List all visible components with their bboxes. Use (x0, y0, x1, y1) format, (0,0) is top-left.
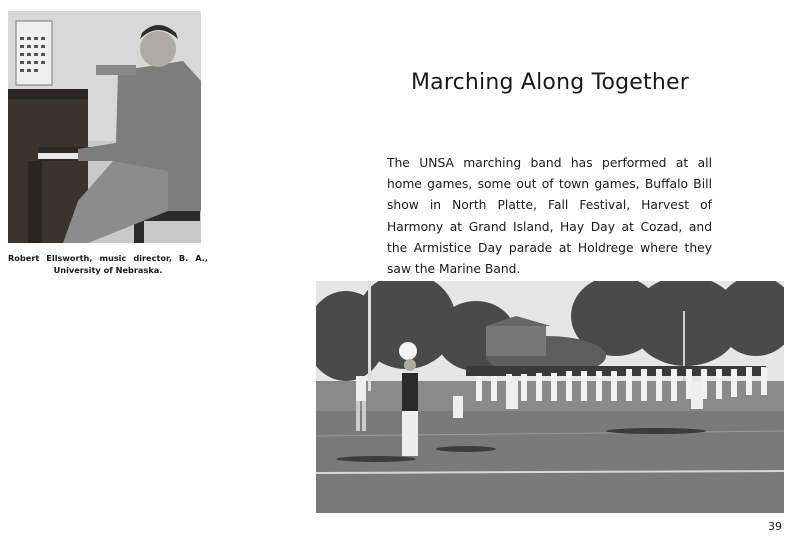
director-at-piano-photo (8, 11, 201, 243)
photo-caption: Robert Ellsworth, music director, B. A., University of Nebraska. (8, 253, 208, 275)
page-number: 39 (768, 520, 782, 533)
page-title: Marching Along Together (410, 70, 689, 95)
body-paragraph: The UNSA marching band has performed at all home games, some out of town games, Buffalo Bill show in North Platte, Fall Festival, Harvest of Harmony at Grand Island, Hay Day at Cozad, and the Armistice Day parade at Holdrege where they saw the Marine Band. (387, 156, 712, 277)
marching-band-photo (316, 281, 784, 513)
